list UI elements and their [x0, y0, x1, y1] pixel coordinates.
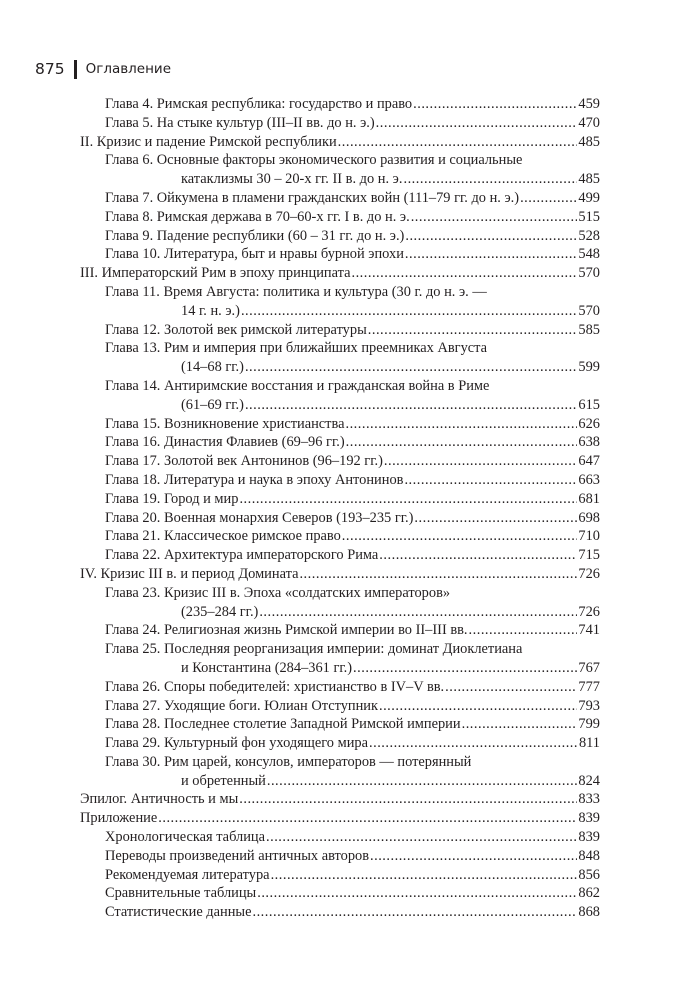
running-head	[35, 58, 171, 80]
toc-page-number: 485	[578, 171, 600, 188]
toc-entry	[80, 509, 600, 528]
toc-entry-title: Глава 24. Религиозная жизнь Римской империи во II–III вв.	[105, 622, 468, 639]
toc-entry-title: Глава 27. Уходящие боги. Юлиан Отступник	[105, 697, 378, 714]
toc-entry-title: Глава 26. Споры победителей: христианство в IV–V вв.	[105, 678, 445, 695]
toc-page-number: 839	[578, 829, 600, 846]
dot-leader	[379, 546, 577, 565]
toc-page-number: 862	[578, 885, 600, 902]
toc-entry-title: Глава 7. Ойкумена в пламени гражданских войн (111–79 гг. до н. э.)	[105, 189, 520, 206]
toc-entry	[80, 640, 600, 678]
toc-entry-title: (61–69 гг.)	[181, 396, 244, 413]
toc-entry-title: Глава 19. Город и мир	[105, 490, 239, 507]
dot-leader	[462, 715, 578, 734]
dot-leader	[259, 603, 577, 622]
toc-page-number: 726	[578, 603, 600, 620]
toc-entry-title: и обретенный	[181, 772, 266, 789]
dot-leader	[403, 170, 577, 189]
toc-entry	[80, 283, 600, 321]
toc-page-number: 663	[578, 471, 600, 488]
page-number: 875	[35, 60, 65, 78]
dot-leader	[266, 828, 577, 847]
dot-leader	[245, 358, 577, 377]
toc-page-number: 715	[578, 547, 600, 564]
dot-leader	[342, 527, 578, 546]
toc-entry	[80, 490, 600, 509]
toc-page-number: 856	[578, 866, 600, 883]
toc-entry	[80, 753, 600, 791]
dot-leader	[376, 114, 578, 133]
dot-leader	[368, 321, 578, 340]
toc-entry-title: Глава 21. Классическое римское право	[105, 528, 341, 545]
toc-entry-title: Глава 4. Римская республика: государство и право	[105, 96, 413, 112]
toc-entry-title: Рекомендуемая литература	[105, 866, 270, 883]
header-divider-bar	[74, 60, 77, 79]
dot-leader	[241, 302, 577, 321]
toc-page-number: 811	[578, 735, 600, 752]
toc-entry-title: Глава 12. Золотой век римской литературы	[105, 321, 367, 338]
toc-entry	[80, 433, 600, 452]
dot-leader	[257, 884, 577, 903]
toc-entry-title: III. Императорский Рим в эпоху принципата	[80, 265, 351, 282]
dot-leader	[271, 866, 578, 885]
dot-leader	[353, 659, 577, 678]
toc-entry	[80, 809, 600, 828]
toc-entry-title: Глава 9. Падение республики (60 – 31 гг. до н. э.)	[105, 227, 405, 244]
toc-entry	[80, 584, 600, 622]
toc-entry-title: Глава 29. Культурный фон уходящего мира	[105, 735, 368, 752]
toc-entry-title: Глава 16. Династия Флавиев (69–96 гг.)	[105, 434, 345, 451]
toc-entry	[80, 546, 600, 565]
toc-entry-title: Глава 11. Время Августа: политика и культура (30 г. до н. э. —	[105, 283, 487, 300]
toc-entry	[80, 452, 600, 471]
toc-page-number: 793	[578, 697, 600, 714]
toc-entry	[80, 621, 600, 640]
toc-page-number: 515	[578, 208, 600, 225]
dot-leader	[411, 208, 578, 227]
toc-page-number: 570	[578, 265, 600, 282]
toc-page-number: 848	[578, 847, 600, 864]
toc-page-number: 839	[578, 810, 600, 827]
dot-leader	[405, 245, 578, 264]
dot-leader	[239, 790, 577, 809]
toc-entry-title: Статистические данные	[105, 904, 252, 921]
toc-entry-title: Глава 15. Возникновение христианства	[105, 415, 345, 432]
toc-entry-title: Глава 18. Литература и наука в эпоху Антонинов	[105, 471, 404, 488]
toc-entry-title: Эпилог. Античность и мы	[80, 791, 239, 808]
toc-entry	[80, 884, 600, 903]
toc-entry	[80, 866, 600, 885]
toc-entry	[80, 114, 600, 133]
toc-entry-title: II. Кризис и падение Римской республики	[80, 133, 337, 150]
toc-page-number: 698	[578, 509, 600, 526]
toc-page-number: 710	[578, 528, 600, 545]
toc-entry-title: Хронологическая таблица	[105, 829, 266, 846]
toc-entry	[80, 734, 600, 753]
toc-entry	[80, 790, 600, 809]
toc-page-number: 824	[578, 772, 600, 789]
toc-entry	[80, 828, 600, 847]
toc-page-number: 681	[578, 490, 600, 507]
toc-entry	[80, 227, 600, 246]
toc-entry-title: Глава 10. Литература, быт и нравы бурной эпохи	[105, 246, 404, 263]
dot-leader	[469, 621, 578, 640]
toc-entry-title: Глава 23. Кризис III в. Эпоха «солдатских императоров»	[105, 584, 451, 601]
toc-page-number: 626	[578, 415, 600, 432]
dot-leader	[351, 264, 577, 283]
toc-entry	[80, 697, 600, 716]
toc-page-number: 615	[578, 396, 600, 413]
dot-leader	[379, 697, 577, 716]
toc-page-number: 833	[578, 791, 600, 808]
dot-leader	[405, 227, 577, 246]
toc-entry-title: Приложение	[80, 810, 158, 827]
dot-leader	[158, 809, 577, 828]
toc-page-number: 485	[578, 133, 600, 150]
dot-leader	[252, 903, 577, 922]
toc-entry	[80, 264, 600, 283]
dot-leader	[239, 490, 577, 509]
dot-leader	[413, 95, 577, 114]
toc-entry-title: Глава 30. Рим царей, консулов, императоров — потерянный	[105, 753, 472, 770]
toc-entry-title: Глава 28. Последнее столетие Западной Римской империи	[105, 716, 461, 733]
dot-leader	[345, 415, 577, 434]
toc-entry-title: и Константина (284–361 гг.)	[181, 659, 353, 676]
toc-entry-title: Глава 14. Антиримские восстания и гражданская война в Риме	[105, 377, 490, 394]
toc-page-number: 585	[578, 321, 600, 338]
toc-entry-title: IV. Кризис III в. и период Домината	[80, 565, 299, 582]
dot-leader	[445, 678, 577, 697]
toc-entry	[80, 903, 600, 922]
toc-entry-title: (14–68 гг.)	[181, 359, 244, 376]
toc-page-number: 767	[578, 659, 600, 676]
toc-entry-title: Глава 17. Золотой век Антонинов (96–192 гг.)	[105, 453, 383, 470]
dot-leader	[370, 847, 577, 866]
dot-leader	[338, 133, 578, 152]
toc-entry	[80, 678, 600, 697]
dot-leader	[520, 189, 577, 208]
toc-page-number: 638	[578, 434, 600, 451]
toc-entry	[80, 847, 600, 866]
dot-leader	[414, 509, 577, 528]
toc-entry	[80, 415, 600, 434]
toc-entry-title: катаклизмы 30 – 20-х гг. II в. до н. э.	[181, 171, 403, 188]
toc-entry	[80, 245, 600, 264]
toc-page-number: 570	[578, 302, 600, 319]
dot-leader	[346, 433, 578, 452]
toc-entry	[80, 715, 600, 734]
toc-entry	[80, 565, 600, 584]
toc-entry-title: 14 г. н. э.)	[181, 302, 240, 319]
running-head-title: Оглавление	[85, 61, 172, 77]
toc-entry-title: Глава 22. Архитектура императорского Рима	[105, 547, 379, 564]
dot-leader	[267, 772, 578, 791]
toc-entry	[80, 339, 600, 377]
toc-page-number: 528	[578, 227, 600, 244]
dot-leader	[384, 452, 578, 471]
toc-entry	[80, 208, 600, 227]
toc-page-number: 459	[578, 96, 600, 112]
toc-entry-title: Переводы произведений античных авторов	[105, 847, 370, 864]
toc-entry-title: Глава 25. Последняя реорганизация империи: доминат Диоклетиана	[105, 641, 523, 658]
toc-page-number: 799	[578, 716, 600, 733]
toc-entry	[80, 189, 600, 208]
toc-page-number: 777	[578, 678, 600, 695]
toc-entry	[80, 95, 600, 114]
toc-entry	[80, 527, 600, 546]
dot-leader	[245, 396, 577, 415]
dot-leader	[369, 734, 578, 753]
toc-page-number: 868	[578, 904, 600, 921]
dot-leader	[404, 471, 577, 490]
toc-entry-title: Глава 6. Основные факторы экономического развития и социальные	[105, 152, 523, 169]
toc-page-number: 647	[578, 453, 600, 470]
toc-entry	[80, 133, 600, 152]
dot-leader	[299, 565, 577, 584]
toc-entry-title: Глава 20. Военная монархия Северов (193–235 гг.)	[105, 509, 414, 526]
toc-entry-title: Глава 8. Римская держава в 70–60-х гг. I в. до н. э.	[105, 208, 410, 225]
toc-entry	[80, 321, 600, 340]
toc-page-number: 548	[578, 246, 600, 263]
toc-entry-title: (235–284 гг.)	[181, 603, 259, 620]
toc-page-number: 726	[578, 565, 600, 582]
toc-entry-title: Глава 5. На стыке культур (III–II вв. до н. э.)	[105, 114, 375, 131]
toc-page-number: 741	[578, 622, 600, 639]
toc-entry	[80, 471, 600, 490]
toc-entry	[80, 151, 600, 189]
toc-entry-title: Сравнительные таблицы	[105, 885, 257, 902]
toc-page-number: 499	[578, 189, 600, 206]
toc-page-number: 470	[578, 114, 600, 131]
toc-entry	[80, 377, 600, 415]
toc-page-number: 599	[578, 359, 600, 376]
table-of-contents	[80, 95, 600, 922]
toc-entry-title: Глава 13. Рим и империя при ближайших преемниках Августа	[105, 340, 488, 357]
